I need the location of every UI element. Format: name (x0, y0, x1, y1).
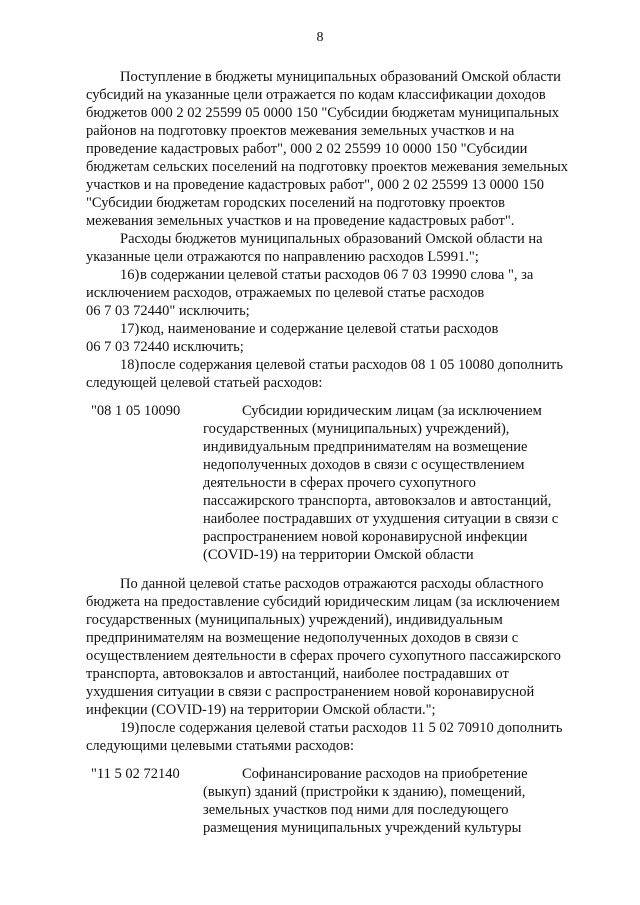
text-line: земельных участков под ними для последующего (203, 802, 509, 818)
text-line: размещения муниципальных учреждений культуры (203, 820, 522, 836)
text-line: Расходы бюджетов муниципальных образований Омской области на (120, 231, 543, 247)
text-line: указанные цели отражаются по направлению расходов L5991."; (86, 249, 479, 265)
text-line: пассажирского транспорта, автовокзалов и автостанций, (203, 493, 552, 509)
text-line: субсидий на указанные цели отражается по кодам классификации доходов (86, 87, 546, 103)
text-line: (COVID-19) на территории Омской области (203, 547, 474, 563)
text-line: деятельности в сферах прочего сухопутного (203, 475, 476, 491)
text-line: транспорта, автовокзалов и автостанций, наиболее пострадавших от (86, 666, 509, 682)
text-line: По данной целевой статье расходов отражаются расходы областного (120, 576, 544, 592)
text-line: следующими целевыми статьями расходов: (86, 738, 355, 754)
item-number: 19) (120, 720, 140, 736)
text-line: государственных (муниципальных) учреждений), (203, 421, 510, 437)
text-line: после содержания целевой статьи расходов 08 1 05 10080 дополнить (140, 357, 564, 373)
text-line: исключением расходов, отражаемых по целевой статье расходов (86, 285, 485, 301)
text-line: 06 7 03 72440" исключить; (86, 303, 250, 319)
entry-code: "08 1 05 10090 (91, 403, 181, 419)
entry-code: "11 5 02 72140 (91, 766, 180, 782)
text-line: наиболее пострадавших от ухудшения ситуации в связи с (203, 511, 559, 527)
text-line: Субсидии юридическим лицам (за исключением (242, 403, 542, 419)
text-line: предпринимателям на возмещение недополученных доходов в связи с (86, 630, 519, 646)
page-number: 8 (316, 30, 324, 45)
text-line: проведение кадастровых работ", 000 2 02 25599 10 0000 150 "Субсидии (86, 141, 528, 157)
text-line: межевания земельных участков и на проведение кадастровых работ". (86, 213, 515, 229)
text-line: инфекции (COVID-19) на территории Омской области."; (86, 702, 436, 718)
text-line: участков и на проведение кадастровых работ", 000 2 02 25599 13 0000 150 (86, 177, 545, 193)
text-line: ухудшения ситуации в связи с распространением новой коронавирусной (86, 684, 535, 700)
text-line: индивидуальным предпринимателям на возмещение (203, 439, 528, 455)
text-line: районов на подготовку проектов межевания земельных участков и на (86, 123, 515, 139)
text-line: код, наименование и содержание целевой статьи расходов (140, 321, 499, 337)
text-line: Поступление в бюджеты муниципальных образований Омской области (120, 69, 561, 85)
text-line: в содержании целевой статьи расходов 06 7 03 19990 слова ", за (140, 267, 534, 283)
text-line: бюджетам сельских поселений на подготовку проектов межевания земельных (86, 159, 569, 175)
text-line: бюджета на предоставление субсидий юридическим лицам (за исключением (86, 594, 560, 610)
item-number: 16) (120, 267, 140, 283)
text-line: следующей целевой статьей расходов: (86, 375, 323, 391)
text-line: (выкуп) зданий (пристройки к зданию), помещений, (203, 784, 526, 800)
text-line: после содержания целевой статьи расходов 11 5 02 70910 дополнить (140, 720, 563, 736)
text-line: бюджетов 000 2 02 25599 05 0000 150 "Субсидии бюджетам муниципальных (86, 105, 559, 121)
item-number: 18) (120, 357, 140, 373)
text-line: осуществлением деятельности в сферах прочего сухопутного пассажирского (86, 648, 561, 664)
item-number: 17) (120, 321, 140, 337)
text-line: государственных (муниципальных) учреждений), индивидуальным (86, 612, 503, 628)
text-line: 06 7 03 72440 исключить; (86, 339, 244, 355)
text-line: недополученных доходов в связи с осуществлением (203, 457, 525, 473)
text-line: Софинансирование расходов на приобретение (242, 766, 528, 782)
text-line: "Субсидии бюджетам городских поселений на подготовку проектов (86, 195, 506, 211)
text-line: распространением новой коронавирусной инфекции (203, 529, 528, 545)
